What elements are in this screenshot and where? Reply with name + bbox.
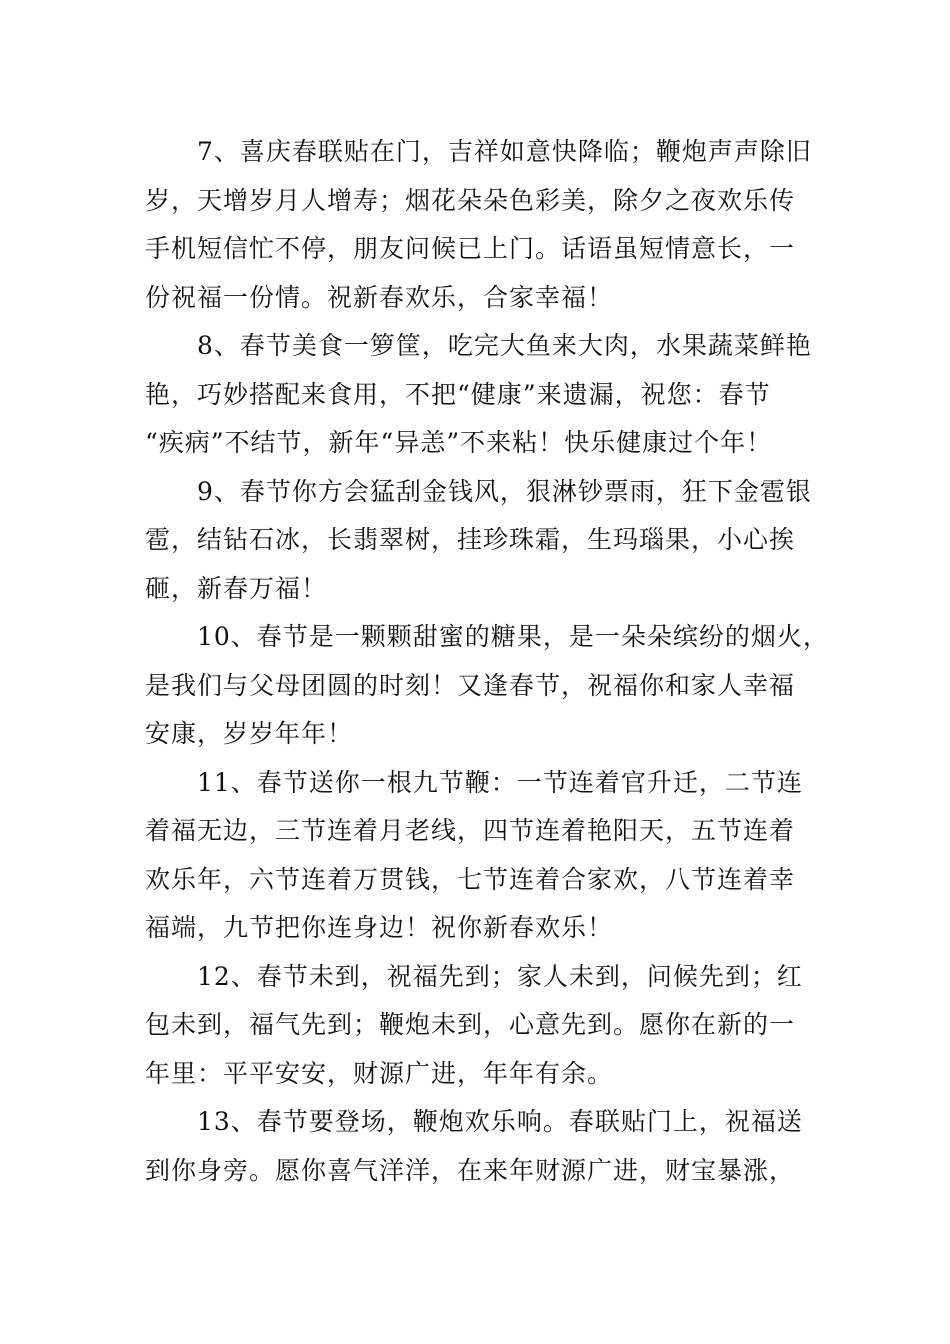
text-line: 艳，巧妙搭配来食用，不把“健康”来遗漏，祝您：春节 bbox=[145, 379, 771, 409]
paragraph-7 bbox=[145, 128, 835, 322]
text-line: 10、春节是一颗颗甜蜜的糖果，是一朵朵缤纷的烟火， bbox=[197, 622, 829, 651]
text-line: 9、春节你方会猛刮金钱风，狠淋钞票雨，狂下金雹银 bbox=[197, 476, 812, 506]
text-line: 岁，天增岁月人增寿；烟花朵朵色彩美，除夕之夜欢乐传 bbox=[145, 185, 796, 215]
text-line: 12、春节未到，祝福先到；家人未到，问候先到；红 bbox=[197, 961, 803, 991]
text-line: 包未到，福气先到；鞭炮未到，心意先到。愿你在新的一 bbox=[145, 1010, 796, 1039]
text-line: 是我们与父母团圆的时刻！又逢春节，祝福你和家人幸福 bbox=[145, 670, 796, 700]
paragraph-11 bbox=[145, 759, 835, 953]
paragraph-9 bbox=[145, 468, 835, 614]
text-line: 8、春节美食一箩筐，吃完大鱼来大肉，水果蔬菜鲜艳 bbox=[197, 331, 812, 360]
text-line: “疾病”不结节，新年“异恙”不来粘！快乐健康过个年！ bbox=[145, 428, 773, 457]
paragraph-8 bbox=[145, 322, 835, 468]
text-line: 到你身旁。愿你喜气洋洋，在来年财源广进，财宝暴涨， bbox=[145, 1155, 796, 1185]
text-line: 手机短信忙不停，朋友问候已上门。话语虽短情意长，一 bbox=[145, 234, 796, 263]
paragraph-12 bbox=[145, 953, 835, 1099]
text-line: 11、春节送你一根九节鞭：一节连着官升迁，二节连 bbox=[197, 767, 803, 797]
text-line: 欢乐年，六节连着万贯钱，七节连着合家欢，八节连着幸 bbox=[145, 864, 796, 894]
document-body bbox=[145, 128, 835, 1195]
text-line: 雹，结钻石冰，长翡翠树，挂珍珠霜，生玛瑙果，小心挨 bbox=[145, 525, 796, 554]
text-line: 7、喜庆春联贴在门，吉祥如意快降临；鞭炮声声除旧 bbox=[197, 137, 812, 166]
text-line: 砸，新春万福！ bbox=[145, 573, 328, 603]
text-line: 安康，岁岁年年！ bbox=[145, 719, 354, 748]
text-line: 福端，九节把你连身边！祝你新春欢乐！ bbox=[145, 913, 614, 942]
text-line: 着福无边，三节连着月老线，四节连着艳阳天，五节连着 bbox=[145, 816, 796, 845]
text-line: 份祝福一份情。祝新春欢乐，合家幸福！ bbox=[145, 282, 614, 312]
text-line: 13、春节要登场，鞭炮欢乐响。春联贴门上，祝福送 bbox=[197, 1107, 803, 1136]
paragraph-10 bbox=[145, 613, 835, 759]
paragraph-13 bbox=[145, 1098, 835, 1195]
text-line: 年里：平平安安，财源广进，年年有余。 bbox=[145, 1058, 614, 1088]
